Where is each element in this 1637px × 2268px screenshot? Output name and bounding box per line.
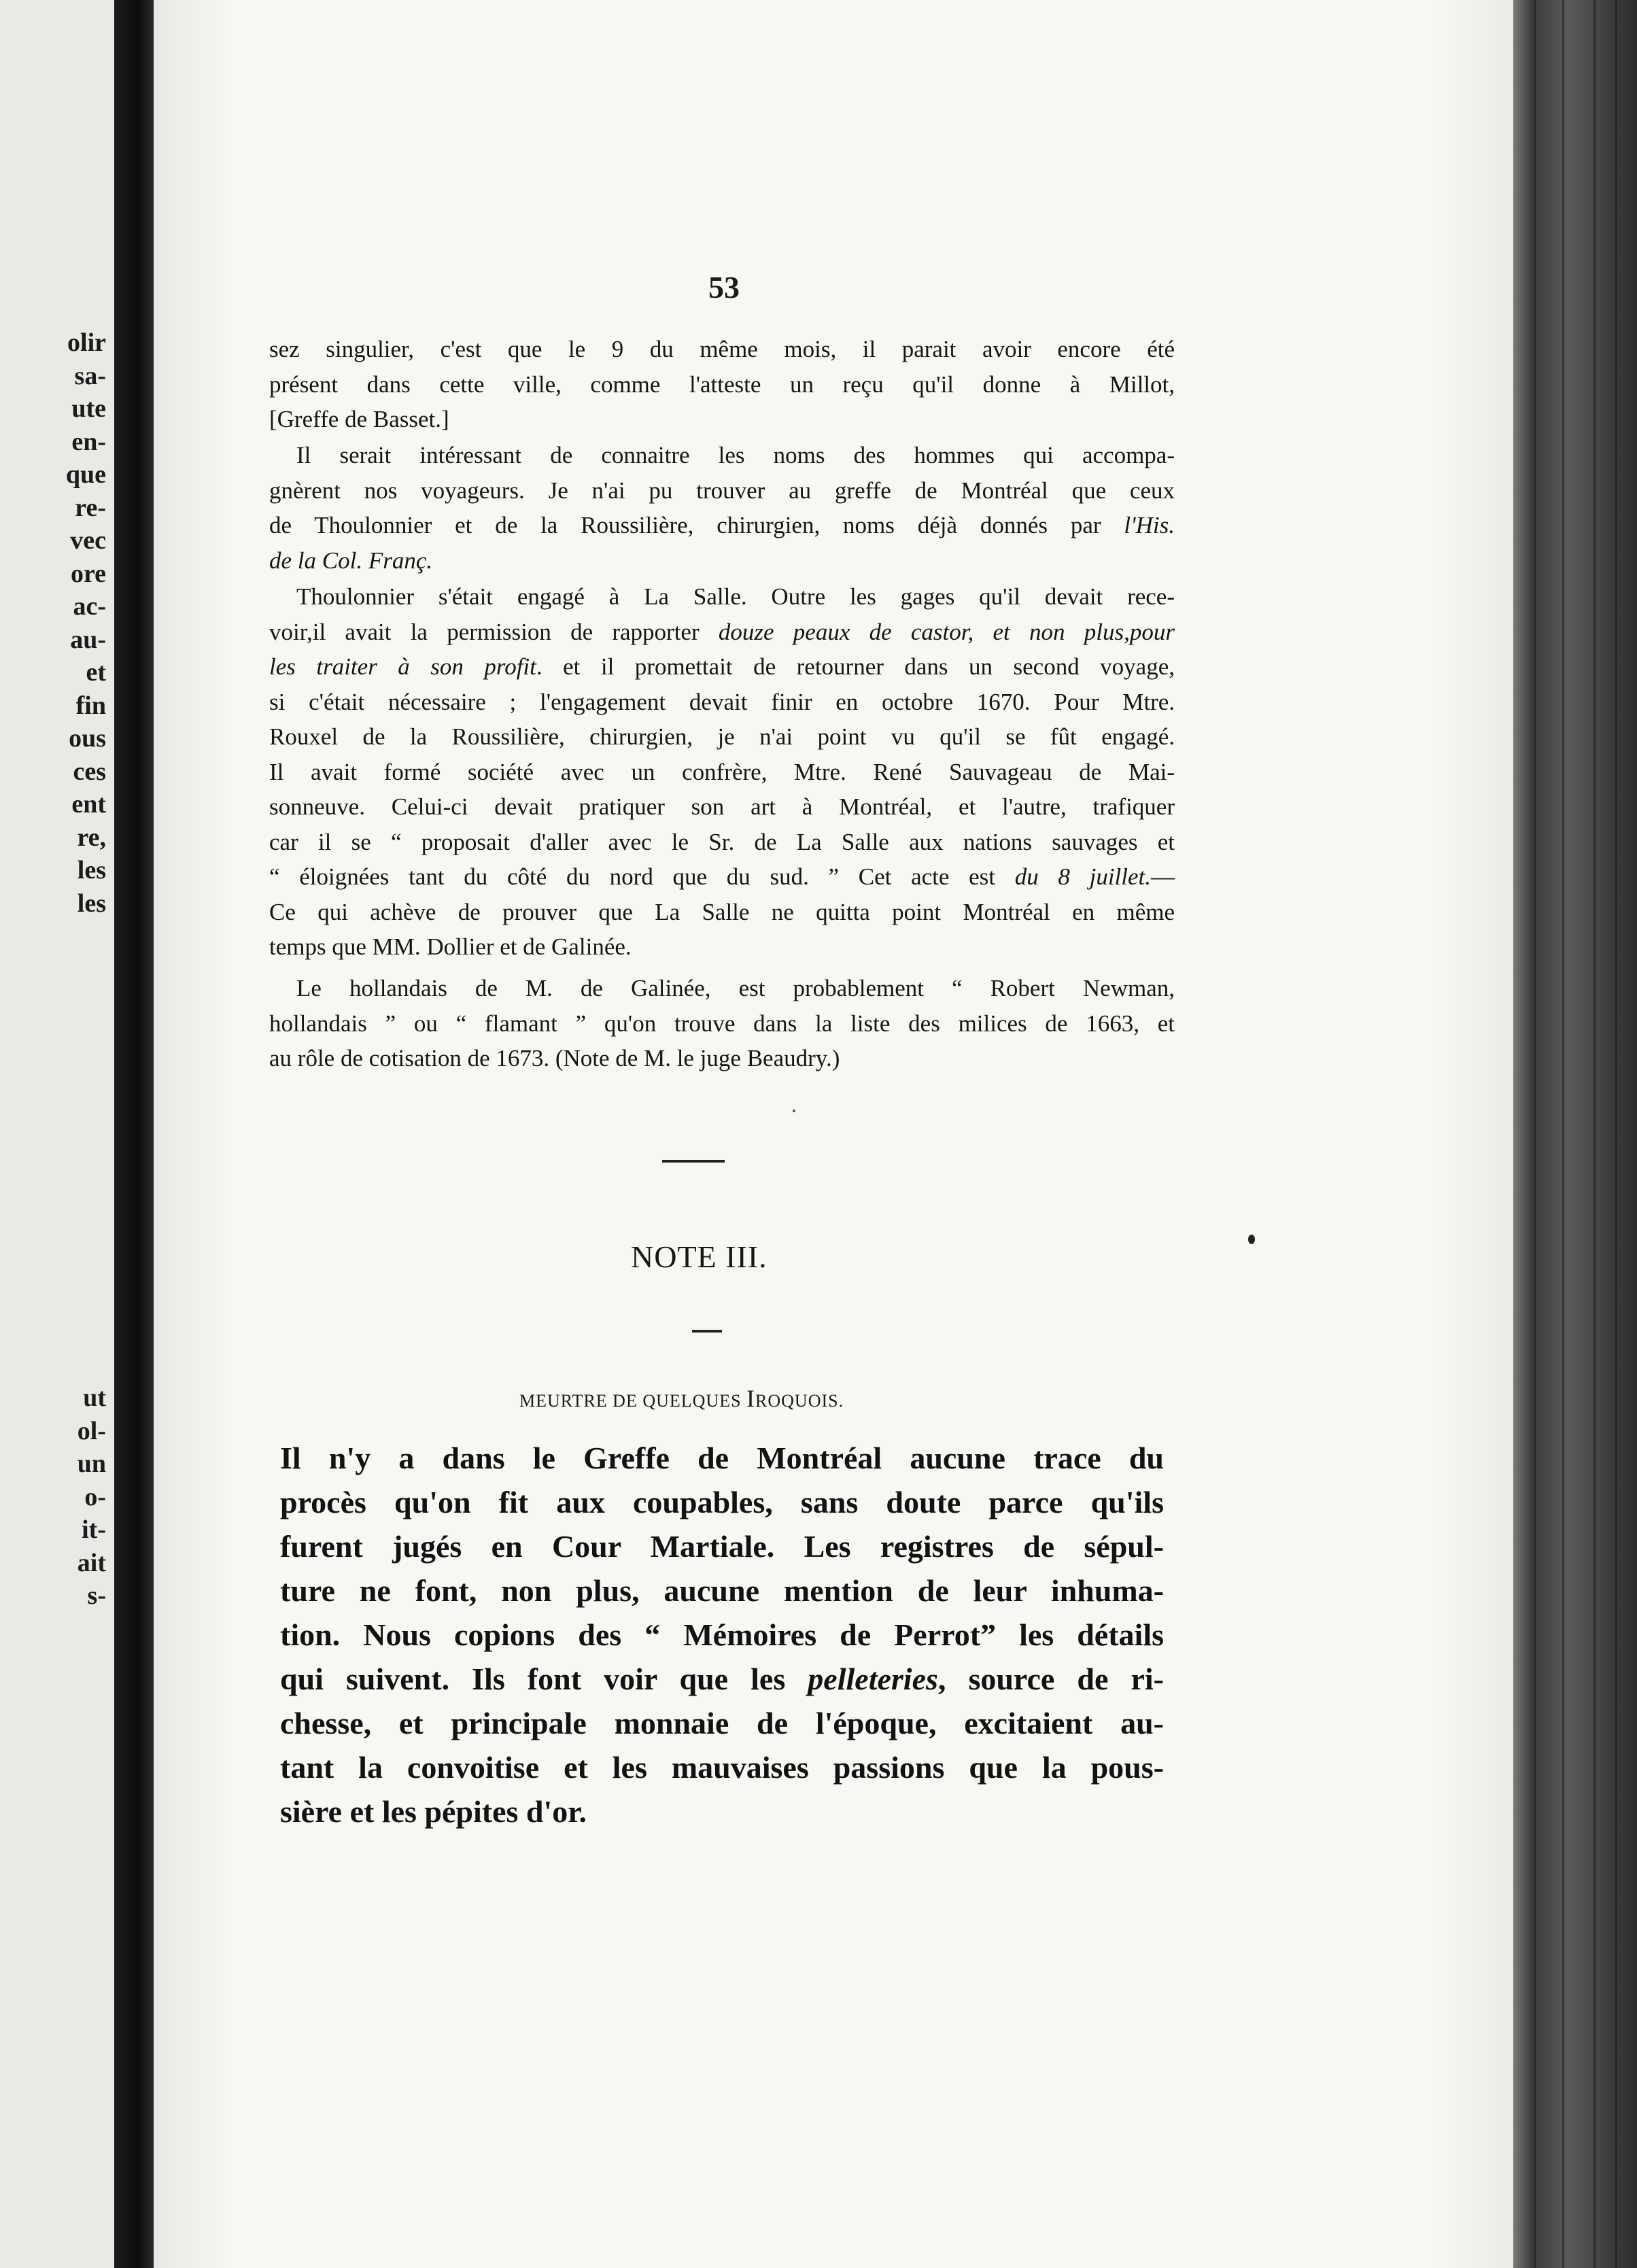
paragraph-4 (269, 971, 1175, 1076)
margin-fragment (4, 920, 106, 953)
margin-fragment: ait (77, 1548, 106, 1577)
text-line: si c'était nécessaire ; l'engagement devait finir en octobre 1670. Pour Mtre. (269, 688, 1175, 715)
text-line: temps que MM. Dollier et de Galinée. (269, 933, 632, 960)
page-edge-stack (1513, 0, 1637, 2268)
text-line: Il serait intéressant de connaitre les noms des hommes qui accompa- (296, 442, 1175, 468)
margin-fragment: ute (71, 394, 106, 423)
margin-fragment: que (65, 460, 106, 489)
subheading-initial: I (746, 1385, 756, 1412)
text-line: sière et les pépites d'or. (280, 1794, 587, 1829)
text-line: Il avait formé société avec un confrère, Mtre. René Sauvageau de Mai- (269, 758, 1175, 785)
margin-fragment (4, 1217, 106, 1250)
large-type-paragraph (280, 1436, 1164, 1834)
margin-fragment: re- (75, 493, 106, 522)
margin-fragment: au- (70, 625, 106, 654)
margin-fragment: ol- (77, 1416, 106, 1445)
margin-fragment: ac- (73, 592, 106, 621)
margin-fragment: ore (70, 559, 106, 588)
text-line: Thoulonnier s'était engagé à La Salle. Outre les gages qu'il devait rece- (296, 583, 1175, 610)
text-line: [Greffe de Basset.] (269, 406, 449, 432)
margin-fragment: les (77, 889, 106, 918)
margin-fragment (4, 1151, 106, 1184)
text-line: présent dans cette ville, comme l'atteste un reçu qu'il donne à Millot, (269, 371, 1175, 398)
text-span: qui suivent. Ils font voir que les (280, 1662, 808, 1696)
text-line (269, 508, 1175, 543)
subheading-tail: ROQUOIS. (755, 1391, 844, 1411)
margin-fragment (4, 1184, 106, 1217)
title-dash (692, 1330, 722, 1333)
page-number: 53 (708, 270, 740, 305)
margin-fragment: re, (77, 823, 106, 852)
subheading-text: MEURTRE DE QUELQUES (519, 1391, 747, 1411)
paragraph-2 (269, 438, 1175, 578)
margin-fragment: o- (84, 1482, 106, 1511)
text-line (280, 1657, 1164, 1701)
italic-span: les traiter à son profit (269, 653, 536, 680)
margin-fragment (4, 986, 106, 1019)
section-subheading (519, 1384, 844, 1413)
left-page-margin-text (4, 326, 106, 1613)
text-span: voir,il avait la permission de rapporter (269, 618, 719, 645)
text-line: Rouxel de la Roussilière, chirurgien, je n'ai point vu qu'il se fût engagé. (269, 723, 1175, 750)
italic-span: douze peaux de castor, et non plus,pour (718, 618, 1175, 645)
margin-fragment: ent (71, 790, 106, 819)
text-line: chesse, et principale monnaie de l'époque, excitaient au- (280, 1706, 1164, 1740)
margin-fragment: ous (69, 724, 106, 753)
text-line: Il n'y a dans le Greffe de Montréal aucune trace du (280, 1441, 1164, 1475)
left-page-fragment (0, 0, 114, 2268)
text-line: car il se “ proposait d'aller avec le Sr. de La Salle aux nations sauvages et (269, 828, 1175, 855)
margin-fragment (4, 1349, 106, 1382)
margin-fragment: s- (87, 1581, 106, 1610)
text-line: procès qu'on fit aux coupables, sans doute parce qu'ils (280, 1485, 1164, 1519)
margin-fragment: olir (67, 328, 106, 357)
text-span: de Thoulonnier et de la Roussilière, chirurgien, noms déjà donnés par (269, 512, 1124, 538)
scan-dot (1248, 1235, 1255, 1244)
text-line: sez singulier, c'est que le 9 du même mois, il parait avoir encore été (269, 336, 1175, 362)
text-line: Ce qui achève de prouver que La Salle ne quitta point Montréal en même (269, 898, 1175, 925)
margin-fragment (4, 1250, 106, 1283)
margin-fragment (4, 1052, 106, 1085)
margin-fragment: en- (71, 427, 106, 456)
margin-fragment: les (77, 856, 106, 884)
note-title: NOTE III. (631, 1239, 768, 1274)
italic-span: pelleteries (808, 1662, 938, 1696)
text-line: gnèrent nos voyageurs. Je n'ai pu trouver au greffe de Montréal que ceux (269, 477, 1175, 504)
text-line: sonneuve. Celui-ci devait pratiquer son art à Montréal, et l'autre, trafiquer (269, 793, 1175, 820)
margin-fragment (4, 1316, 106, 1349)
margin-fragment: sa- (74, 361, 106, 390)
text-line: ture ne font, non plus, aucune mention de leur inhuma- (280, 1573, 1164, 1608)
text-span: . et il promettait de retourner dans un second voyage, (536, 653, 1175, 680)
paragraph-3 (269, 579, 1175, 965)
text-line: de la Col. Franç. (269, 547, 433, 574)
italic-span: l'His. (1124, 512, 1175, 538)
margin-fragment: fin (75, 691, 106, 720)
text-span: , source de ri- (937, 1662, 1164, 1696)
margin-fragment (4, 1118, 106, 1151)
section-rule (662, 1160, 725, 1163)
book-gutter (114, 0, 154, 2268)
margin-fragment: it- (82, 1515, 106, 1544)
margin-fragment: vec (70, 526, 106, 555)
margin-fragment: ut (83, 1384, 106, 1412)
text-line: Le hollandais de M. de Galinée, est probablement “ Robert Newman, (296, 975, 1175, 1001)
text-line: tant la convoitise et les mauvaises passions que la pous- (280, 1750, 1164, 1785)
text-line (269, 615, 1175, 650)
text-line: furent jugés en Cour Martiale. Les registres de sépul- (280, 1529, 1164, 1564)
margin-fragment (4, 1019, 106, 1052)
text-span: “ éloignées tant du côté du nord que du sud. ” Cet acte est (269, 863, 1015, 890)
margin-fragment (4, 953, 106, 986)
text-line (269, 859, 1175, 895)
margin-fragment (4, 1085, 106, 1118)
scan-speck (793, 1110, 795, 1112)
margin-fragment: ces (73, 757, 106, 786)
margin-fragment: et (86, 658, 106, 687)
text-line (269, 649, 1175, 685)
margin-fragment: un (77, 1449, 106, 1478)
text-line: au rôle de cotisation de 1673. (Note de M. le juge Beaudry.) (269, 1045, 840, 1071)
text-line: tion. Nous copions des “ Mémoires de Perrot” les détails (280, 1617, 1164, 1652)
text-span: — (1151, 863, 1175, 890)
margin-fragment (4, 1283, 106, 1316)
italic-span: du 8 juillet. (1014, 863, 1152, 890)
text-line: hollandais ” ou “ flamant ” qu'on trouve dans la liste des milices de 1663, et (269, 1010, 1175, 1037)
paragraph-1 (269, 332, 1175, 437)
